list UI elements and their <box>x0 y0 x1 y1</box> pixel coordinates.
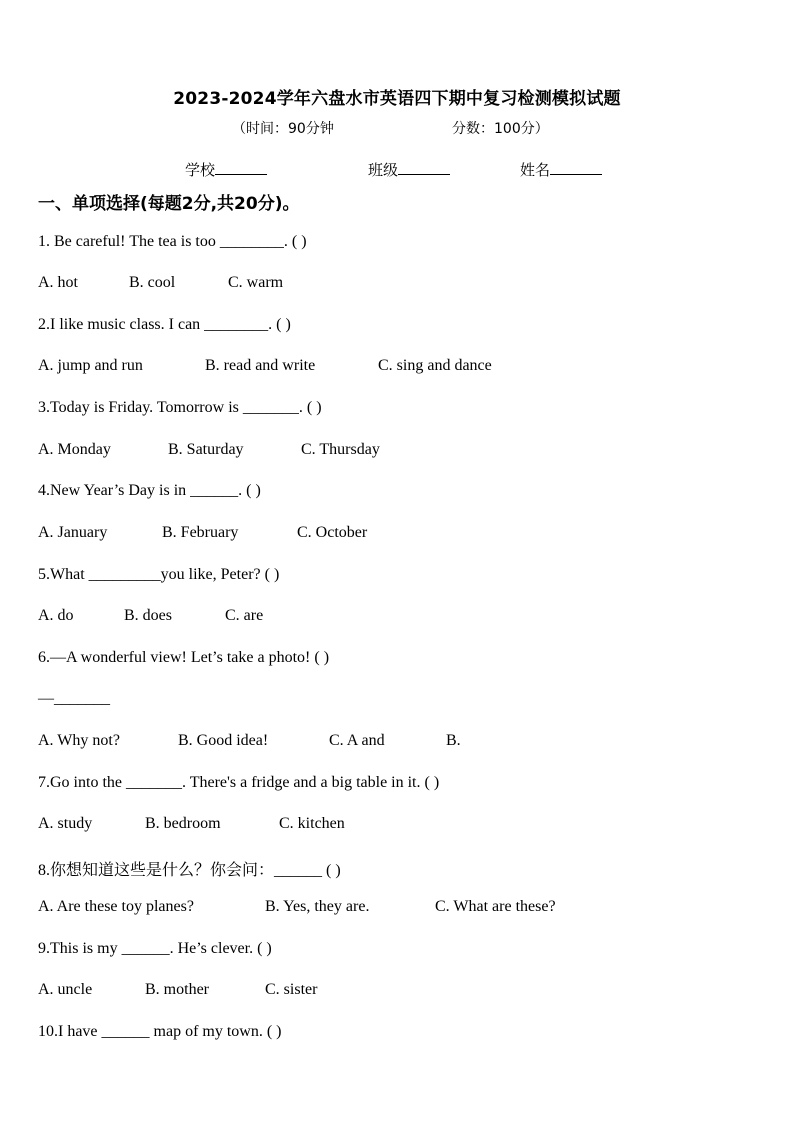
school-field <box>185 159 267 180</box>
option[interactable]: B. Yes, they are. <box>265 898 370 915</box>
option[interactable]: C. warm <box>228 274 284 291</box>
name-blank[interactable] <box>550 160 602 175</box>
question-4: 4.New Year’s Day is in ______. ( ) <box>38 482 261 499</box>
option[interactable]: A. do <box>38 607 74 624</box>
class-field <box>368 159 450 180</box>
option[interactable]: B. Saturday <box>168 441 244 458</box>
option[interactable]: C. sing and dance <box>378 357 492 374</box>
name-label: 姓名 <box>520 161 551 179</box>
question-2: 2.I like music class. I can ________. ( ) <box>38 316 291 333</box>
option[interactable]: A. jump and run <box>38 357 143 374</box>
option[interactable]: A. uncle <box>38 981 93 998</box>
question-10: 10.I have ______ map of my town. ( ) <box>38 1023 282 1040</box>
option[interactable]: A. study <box>38 815 93 832</box>
class-label: 班级 <box>368 161 399 179</box>
school-label: 学校 <box>185 161 216 179</box>
option[interactable]: C. What are these? <box>435 898 556 915</box>
option[interactable]: C. kitchen <box>279 815 345 832</box>
school-blank[interactable] <box>215 160 267 175</box>
option[interactable]: C. sister <box>265 981 318 998</box>
question-6: 6.—A wonderful view! Let’s take a photo! ( ) <box>38 649 330 666</box>
option[interactable]: C. Thursday <box>301 441 380 458</box>
question-9: 9.This is my ______. He’s clever. ( ) <box>38 940 272 957</box>
option[interactable]: A. hot <box>38 274 78 291</box>
option[interactable]: B. <box>446 732 461 749</box>
option[interactable]: B. read and write <box>205 357 316 374</box>
option[interactable]: B. February <box>162 524 239 541</box>
option[interactable]: B. mother <box>145 981 209 998</box>
option[interactable]: B. cool <box>129 274 176 291</box>
option[interactable]: A. Are these toy planes? <box>38 898 194 915</box>
exam-score: 分数：100分） <box>452 121 549 137</box>
option[interactable]: B. does <box>124 607 172 624</box>
option[interactable]: A. Why not? <box>38 732 120 749</box>
option[interactable]: B. bedroom <box>145 815 221 832</box>
option[interactable]: C. October <box>297 524 368 541</box>
option[interactable]: A. Monday <box>38 441 111 458</box>
question-7: 7.Go into the _______. There's a fridge and a big table in it. ( ) <box>38 774 440 791</box>
question-1: 1. Be careful! The tea is too ________. ( ) <box>38 233 307 250</box>
name-field <box>520 159 602 180</box>
option[interactable]: A. January <box>38 524 108 541</box>
option[interactable]: B. Good idea! <box>178 732 269 749</box>
question-5: 5.What _________you like, Peter? ( ) <box>38 566 280 583</box>
class-blank[interactable] <box>398 160 450 175</box>
section-heading: 一、单项选择(每题2分,共20分)。 <box>38 194 300 214</box>
exam-time: （时间：90分钟 <box>232 121 334 137</box>
question-3: 3.Today is Friday. Tomorrow is _______. ( ) <box>38 399 322 416</box>
question-8: 8.你想知道这些是什么？你会问：______ ( ) <box>38 862 341 879</box>
exam-title: 2023-2024学年六盘水市英语四下期中复习检测模拟试题 <box>173 89 621 109</box>
option[interactable]: C. are <box>225 607 264 624</box>
question-6-reply: —_______ <box>38 690 110 707</box>
option[interactable]: C. A and <box>329 732 385 749</box>
